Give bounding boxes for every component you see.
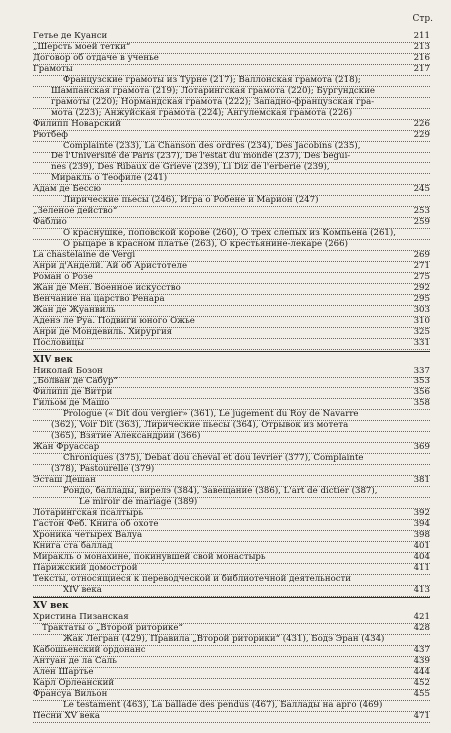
entry-title: Эсташ Дешан — [33, 475, 96, 485]
toc-entry — [33, 711, 430, 723]
page-number: 217 — [413, 63, 430, 74]
page-number: 216 — [413, 52, 430, 63]
entry-title: Карл Орлеанский — [33, 678, 115, 689]
entry-title: XIV век — [33, 354, 73, 365]
entry-title: De l'Université de Paris (237), De l'estat du monde (237), Des begui- — [51, 151, 351, 162]
page-number: 213 — [413, 41, 430, 52]
page-number: 411 — [413, 562, 430, 573]
entry-title: Гильом де Машо — [33, 398, 110, 409]
page-number: 325 — [413, 326, 430, 337]
entry-title: Филипп Новарский — [33, 118, 122, 129]
page-number: 401 — [413, 540, 430, 551]
page-column-header: Стр. — [412, 14, 433, 24]
entry-title: Le testament (463), La ballade des pendus (467), Баллады на арго (469) — [63, 700, 383, 710]
page-number: 421 — [413, 612, 430, 623]
entry-title: Жак Легран (429), Правила „Второй риторики“ (431), Бодэ Эран (434) — [63, 634, 385, 645]
entry-title: грамоты (220); Нормандская грамота (222); Западно-французская гра- — [51, 96, 375, 107]
entry-title: Ален Шартье — [33, 667, 94, 678]
entry-title: Христина Пизанская — [33, 612, 129, 623]
entry-title: (378), Pastourelle (379) — [51, 464, 155, 475]
section-heading — [33, 601, 430, 612]
page-number: 392 — [413, 507, 430, 518]
entry-title: XIV века — [63, 584, 102, 595]
page-number: 295 — [413, 293, 430, 304]
entry-title: Кабошьенский ордонанс — [33, 645, 146, 656]
entry-title: Пословицы — [33, 337, 85, 348]
entry-title: Гетье де Куанси — [33, 31, 108, 41]
page-number: 398 — [413, 529, 430, 540]
page-number: 444 — [413, 667, 430, 678]
entry-title: Complainte (233), La Chanson des ordres (234), Des Jacobins (235), — [63, 140, 361, 151]
entry-title: „Зеленое действо“ — [33, 206, 118, 217]
entry-title: Договор об отдаче в ученье — [33, 52, 159, 63]
entry-title: Франсуа Вильон — [33, 689, 108, 700]
entry-title: Рондо, баллады, вирелэ (384), Завещание (386), L'art de dictier (387), — [63, 485, 378, 496]
page-number: 394 — [413, 518, 430, 529]
section-rule — [33, 351, 430, 352]
page-number: 353 — [413, 376, 430, 387]
entry-title: Трактаты о „Второй риторике“ — [42, 623, 183, 634]
page-number: 331 — [413, 337, 430, 348]
entry-title: Роман о Розе — [33, 271, 93, 282]
page-number: 269 — [413, 250, 430, 260]
page-number: 253 — [413, 206, 430, 217]
page-number: 369 — [413, 442, 430, 453]
page-number: 381 — [413, 475, 430, 485]
entry-title: мота (223); Анжуйская грамота (224); Ангулемская грамота (226) — [51, 107, 353, 118]
page-number: 310 — [413, 315, 430, 326]
entry-title: Лирические пьесы (246), Игра о Робене и Марион (247) — [63, 195, 319, 206]
page-number: 471 — [413, 710, 430, 721]
page-number: 229 — [413, 129, 430, 140]
page-number: 452 — [413, 678, 430, 689]
entry-title: Миракль о монахине, покинувшей свой монастырь — [33, 551, 266, 562]
entry-title: Французские грамоты из Турне (217); Валлонская грамота (218); — [63, 74, 361, 85]
entry-title: Книга ста баллад — [33, 540, 113, 551]
page-number: 455 — [413, 689, 430, 700]
page-number: 259 — [413, 217, 430, 228]
entry-title: Грамоты — [33, 63, 73, 74]
entry-title: (362), Voir Dit (363), Лирические пьесы (364), Отрывок из мотета — [51, 420, 349, 431]
toc-entry — [33, 585, 430, 597]
entry-title: Шампанская грамота (219); Лотарингская грамота (220); Бургундские — [51, 85, 375, 96]
entry-title: (365), Взятие Александрии (366) — [51, 431, 201, 442]
entry-title: Жан Фруассар — [33, 442, 100, 453]
page-number: 275 — [413, 271, 430, 282]
entry-title: „Шерсть моей тетки“ — [33, 41, 131, 52]
page-number: 226 — [413, 118, 430, 129]
entry-title: Николай Бозон — [33, 365, 103, 376]
page-number: 271 — [413, 260, 430, 271]
page-number: 439 — [413, 656, 430, 667]
page-number: 211 — [413, 31, 430, 41]
entry-title: Жан де Мен. Военное искусство — [33, 282, 181, 293]
page-number: 358 — [413, 398, 430, 409]
page-number: 245 — [413, 184, 430, 195]
entry-title: Le miroir de mariage (389) — [79, 496, 198, 507]
entry-title: Фаблио — [33, 217, 67, 228]
page-number: 428 — [413, 623, 430, 634]
entry-title: Гастон Феб. Книга об охоте — [33, 518, 159, 529]
entry-title: Prologue (« Dit dou vergier» (361), Le jugement du Roy de Navarre — [63, 409, 359, 420]
entry-title: Антуан де ла Саль — [33, 656, 117, 667]
entry-title: Анри д'Анделй. Ай об Аристотеле — [33, 260, 188, 271]
section-rule — [33, 597, 430, 598]
entry-title: La chastelaine de Vergi — [33, 250, 136, 260]
entry-title: Хроника четырех Валуа — [33, 529, 143, 540]
entry-title: Аденэ ле Руа. Подвиги юного Ожье — [33, 315, 195, 326]
entry-title: Лотарингская псалтырь — [33, 507, 144, 518]
entry-title: XV век — [33, 601, 69, 612]
page-number: 413 — [413, 584, 430, 595]
entry-title: Венчание на царство Ренара — [33, 293, 165, 304]
entry-title: Анри де Мондевиль. Хирургия — [33, 326, 173, 337]
entry-title: Chroniques (375), Debat dou cheval et dou levrier (377), Complainte — [63, 453, 364, 464]
section-heading — [33, 355, 430, 366]
entry-title: Жан де Жуанвиль — [33, 304, 116, 315]
toc-entry — [33, 338, 430, 350]
entry-title: Филипп де Витри — [33, 387, 113, 398]
entry-title: О краснушке, поповской корове (260), О трех слепых из Компьена (261), — [63, 228, 396, 239]
entry-title: Миракль о Теофиле (241) — [51, 173, 168, 184]
entry-title: nes (239), Des Ribaux de Grieve (239), Li Diz de l'erberie (239), — [51, 162, 330, 173]
entry-title: Песни XV века — [33, 710, 101, 721]
entry-title: Парижский домострой — [33, 562, 138, 573]
page-number: 404 — [413, 551, 430, 562]
page-number: 337 — [413, 365, 430, 376]
entry-title: Тексты, относящиеся к переводческой и библиотечной деятельности — [33, 573, 352, 584]
entry-title: Рютбеф — [33, 129, 69, 140]
page-number: 437 — [413, 645, 430, 656]
page-number: 356 — [413, 387, 430, 398]
entry-title: „Болван де Сабур“ — [33, 376, 118, 387]
page-number: 292 — [413, 282, 430, 293]
entry-title: О рыцаре в красном платье (263), О крестьянине-лекаре (266) — [63, 239, 348, 250]
entry-title: Адам де Бесcю — [33, 184, 101, 195]
page-number: 303 — [413, 304, 430, 315]
